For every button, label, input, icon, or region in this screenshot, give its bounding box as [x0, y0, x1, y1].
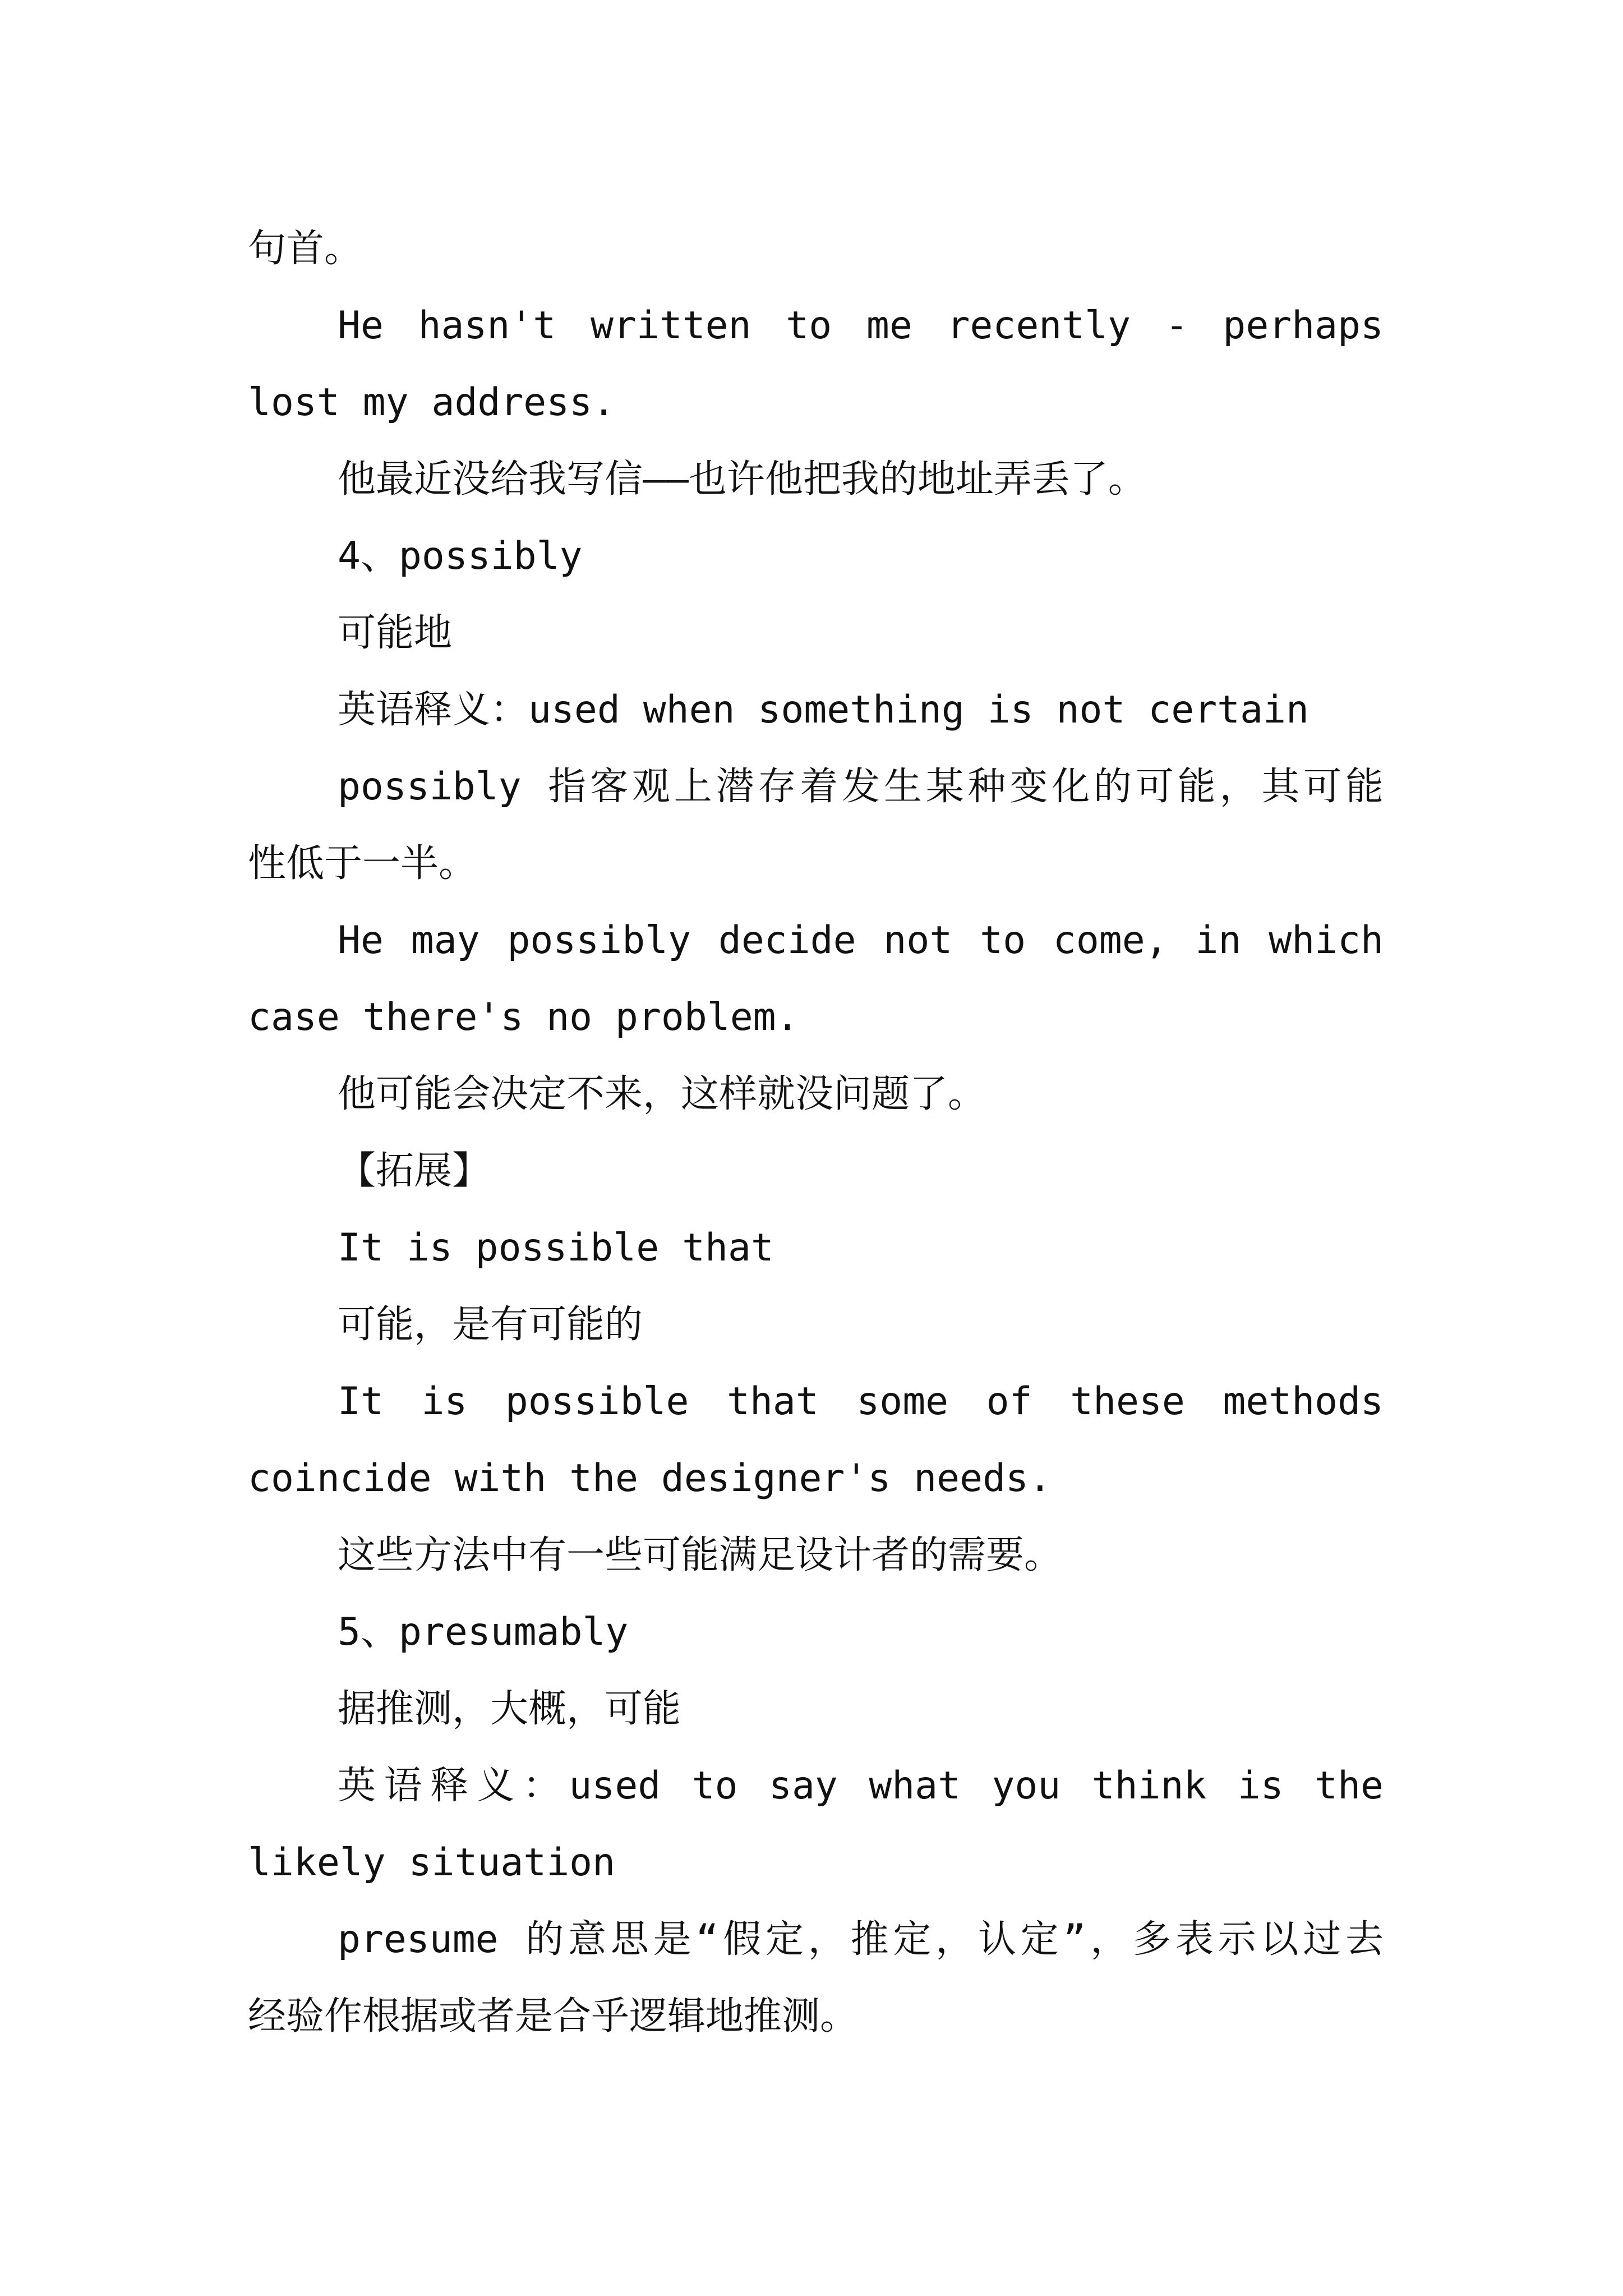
- usage-note-cont: 经验作根据或者是合乎逻辑地推测。: [248, 1994, 859, 2039]
- example-sentence-en: It is possible that some of these methods: [338, 1379, 1384, 1424]
- example-sentence-en-cont: coincide with the designer's needs.: [248, 1456, 1052, 1501]
- section-heading-presumably: 5、presumably: [338, 1610, 629, 1654]
- definition-en: 英语释义：used when something is not certain: [338, 688, 1309, 732]
- text-line: 句首。: [248, 227, 363, 271]
- example-sentence-en-cont: lost my address.: [248, 380, 616, 425]
- example-translation: 这些方法中有一些可能满足设计者的需要。: [338, 1533, 1063, 1577]
- definition-en: 英语释义：used to say what you think is the: [338, 1764, 1384, 1808]
- definition-zh: 据推测，大概，可能: [338, 1687, 681, 1731]
- usage-note: presume 的意思是“假定，推定，认定”，多表示以过去: [338, 1917, 1384, 1962]
- example-sentence-en: He hasn't written to me recently - perhaps: [338, 303, 1384, 348]
- document-body: [248, 210, 1384, 2055]
- usage-note-cont: 性低于一半。: [248, 841, 477, 886]
- example-translation: 他最近没给我写信——也许他把我的地址弄丢了。: [338, 457, 1146, 501]
- definition-zh: 可能地: [338, 611, 453, 655]
- usage-note: possibly 指客观上潜存着发生某种变化的可能，其可能: [338, 765, 1384, 809]
- section-heading-possibly: 4、possibly: [338, 534, 583, 578]
- phrase-zh: 可能，是有可能的: [338, 1303, 643, 1347]
- example-sentence-en: He may possibly decide not to come, in which: [338, 918, 1384, 963]
- phrase-en: It is possible that: [338, 1226, 774, 1270]
- definition-en-cont: likely situation: [248, 1841, 616, 1885]
- extension-heading: 【拓展】: [338, 1149, 491, 1193]
- example-sentence-en-cont: case there's no problem.: [248, 995, 799, 1039]
- example-translation: 他可能会决定不来，这样就没问题了。: [338, 1072, 986, 1116]
